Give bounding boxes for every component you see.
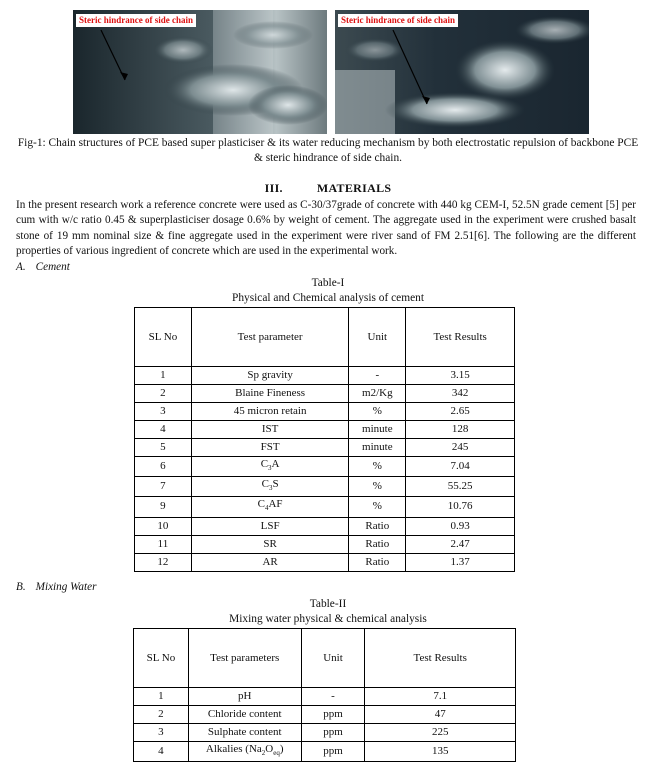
table-header-cell: Test parameters [188, 629, 301, 688]
water-table [133, 628, 516, 762]
table-cell: 2 [135, 385, 192, 403]
table-row [135, 457, 515, 477]
table2-label: Table-II [309, 598, 347, 610]
table1-label: Table-I [311, 277, 345, 289]
photo-label-left: Steric hindrance of side chain [76, 14, 196, 27]
table-cell: Alkalies $(Na_2O_{eq})$ [188, 742, 301, 762]
table-cell: 11 [135, 535, 192, 553]
subsection-letter: A. [16, 261, 26, 273]
table-row [135, 385, 515, 403]
table-cell: ppm [301, 706, 365, 724]
figure-1 [73, 10, 589, 134]
table-cell: 47 [365, 706, 516, 724]
table-header-cell: SL No [135, 308, 192, 367]
table-cell: LSF [191, 517, 349, 535]
figure-caption: Fig-1: Chain structures of PCE based super plasticiser & its water reducing mechanism by both electrostatic repulsion of backbone PCE & steric hindrance of side chain. [17, 137, 639, 164]
table-cell: minute [349, 439, 406, 457]
table-cell: 128 [406, 421, 515, 439]
table-cell: Ratio [349, 517, 406, 535]
subsection-water [16, 581, 96, 593]
table-row [134, 688, 516, 706]
table-row [135, 497, 515, 517]
table-cell: 10.76 [406, 497, 515, 517]
table-cell: 135 [365, 742, 516, 762]
table-row [135, 367, 515, 385]
table-cell: 2.65 [406, 403, 515, 421]
figure-photo-right [335, 10, 589, 134]
table-cell: m2/Kg [349, 385, 406, 403]
subsection-title: Cement [35, 261, 70, 273]
table-cell: Ratio [349, 553, 406, 571]
molecule-photo-right [335, 10, 589, 134]
table-cell: $C_3A$ [191, 457, 349, 477]
table-cell: % [349, 497, 406, 517]
table-cell: 6 [135, 457, 192, 477]
table-cell: 3.15 [406, 367, 515, 385]
table-cell: ppm [301, 742, 365, 762]
table-header-cell: Unit [349, 308, 406, 367]
table-cell: 3 [134, 724, 189, 742]
table-cell: AR [191, 553, 349, 571]
section-title: MATERIALS [316, 181, 392, 195]
table-cell: FST [191, 439, 349, 457]
table-cell: minute [349, 421, 406, 439]
table-cell: % [349, 457, 406, 477]
table-row [135, 403, 515, 421]
table-cell: 4 [135, 421, 192, 439]
table-header-cell: SL No [134, 629, 189, 688]
table-row [135, 439, 515, 457]
table-row [134, 742, 516, 762]
table1-title: Physical and Chemical analysis of cement [231, 292, 424, 304]
table-row [134, 724, 516, 742]
table-cell: Chloride content [188, 706, 301, 724]
table-cell: pH [188, 688, 301, 706]
table-cell: Blaine Fineness [191, 385, 349, 403]
table-cell: 3 [135, 403, 192, 421]
table-cell: 1.37 [406, 553, 515, 571]
section-heading [0, 181, 656, 196]
subsection-letter: B. [16, 581, 26, 593]
subsection-cement [16, 261, 70, 273]
table-cell: IST [191, 421, 349, 439]
table-cell: 225 [365, 724, 516, 742]
table-header-cell: Unit [301, 629, 365, 688]
table-cell: 12 [135, 553, 192, 571]
table-cell: 1 [135, 367, 192, 385]
table-row [134, 706, 516, 724]
table-row [135, 517, 515, 535]
table2-title: Mixing water physical & chemical analysis [229, 613, 427, 625]
table-cell: - [301, 688, 365, 706]
table-row [135, 535, 515, 553]
table-cell: $C_4AF$ [191, 497, 349, 517]
table-cell: Sulphate content [188, 724, 301, 742]
subsection-title: Mixing Water [35, 581, 97, 593]
table-header-row [134, 629, 516, 688]
table-cell: 2 [134, 706, 189, 724]
section-number: III. [264, 181, 283, 195]
table-cell: - [349, 367, 406, 385]
table-header-row [135, 308, 515, 367]
table-cell: 7 [135, 477, 192, 497]
table-cell: % [349, 403, 406, 421]
table-row [135, 421, 515, 439]
table-cell: 10 [135, 517, 192, 535]
table-row [135, 477, 515, 497]
photo-label-right: Steric hindrance of side chain [338, 14, 458, 27]
table-cell: 342 [406, 385, 515, 403]
table-header-cell: Test parameter [191, 308, 349, 367]
table-cell: 9 [135, 497, 192, 517]
table-cell: ppm [301, 724, 365, 742]
table-cell: $C_3S$ [191, 477, 349, 497]
table-cell: % [349, 477, 406, 497]
table-cell: 0.93 [406, 517, 515, 535]
table-cell: 4 [134, 742, 189, 762]
table-cell: 5 [135, 439, 192, 457]
table-cell: 7.04 [406, 457, 515, 477]
table-cell: 245 [406, 439, 515, 457]
molecule-photo-left [73, 10, 327, 134]
table-cell: 7.1 [365, 688, 516, 706]
table-cell: Ratio [349, 535, 406, 553]
figure-photo-left [73, 10, 327, 134]
table-cell: Sp gravity [191, 367, 349, 385]
table-header-cell: Test Results [365, 629, 516, 688]
table-header-cell: Test Results [406, 308, 515, 367]
table-cell: 1 [134, 688, 189, 706]
table-cell: 2.47 [406, 535, 515, 553]
cement-table [134, 307, 515, 572]
table-cell: 55.25 [406, 477, 515, 497]
table-cell: 45 micron retain [191, 403, 349, 421]
table-row [135, 553, 515, 571]
materials-paragraph: In the present research work a reference concrete were used as C-30/37grade of concrete with 440 kg CEM-I, 52.5N grade cement [5] per cum with w/c ratio 0.45 & superplasticiser dosage 0.6% by weight of cement. The aggregate used in the experiment were crushed basalt stone of 19 mm nominal size & fine aggregate used in the experiment were river sand of FM 2.51[6]. The following are the different properties of various ingredient of concrete which are used in the experimental work. [16, 199, 636, 258]
table-cell: SR [191, 535, 349, 553]
